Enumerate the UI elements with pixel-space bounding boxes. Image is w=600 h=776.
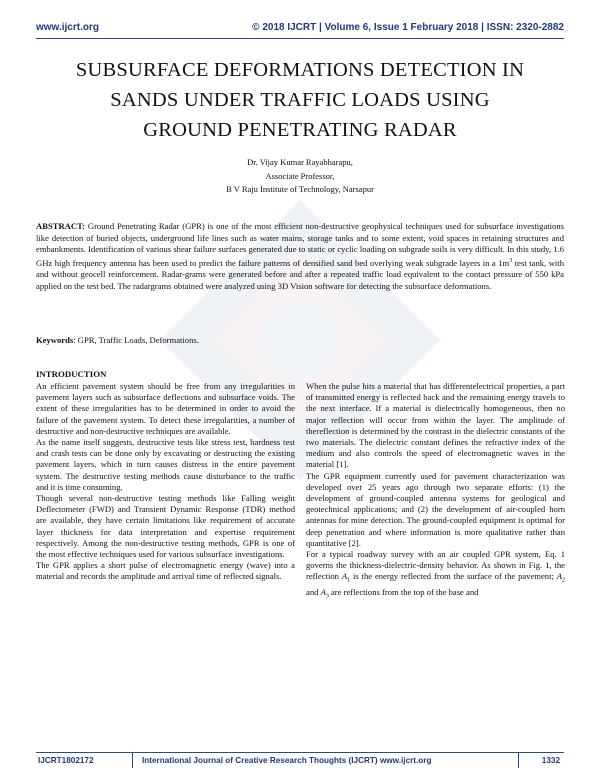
paragraph: An efficient pavement system should be free from any irregularities in pavement layers such as subsurface deflections and subsurface voids. The extent of these irregularities has to be determined in order to avoid the failure of the pavement system. To detect these irregularities, a number of destructive and non-destructive techniques are available. (36, 381, 295, 436)
abstract (36, 221, 564, 292)
keywords-text: : GPR, Traffic Loads, Deformations. (73, 335, 199, 345)
footer-divider (36, 752, 564, 753)
header-citation: © 2018 IJCRT | Volume 6, Issue 1 February 2018 | ISSN: 2320-2882 (252, 22, 564, 33)
abstract-text: Ground Penetrating Radar (GPR) is one of the most efficient non-destructive geophysical techniques used for subsurface investigations like detection of buried objects, underground life lines such as water mains, storage tanks and to some extent, void spaces in retaining structures and embankments. Identification of various shear failure surfaces generated due to static or cyclic loading on subgrade soils is very difficult. In this study, 1.6 GHz high frequency antenna has been used to predict the failure patterns of densified sand bed overlying weak subgrade layers in a 1m (36, 221, 564, 268)
author-name: Dr. Vijay Kumar Rayabharapu, (247, 157, 353, 167)
paragraph: The GPR equipment currently used for pavement characterization was developed over 25 years ago through two separate efforts: (1) the development of ground-coupled antenna systems for geological and geotechnical applications; and (2) the development of air-coupled horn antennas for mine detection. The ground-coupled equipment is optimal for deep penetration and where information is more qualitative rather than quantitative [2]. (306, 470, 565, 548)
paragraph: As the name itself suggests, destructive tests like stress test, hardness test and crash tests can be done only by excavating or destructing the existing pavement layers, which in turn causes distress in the entire pavement system. The destructive testing methods cause disturbance to the traffic and it is time consuming. (36, 437, 295, 492)
introduction-heading: INTRODUCTION (36, 369, 107, 379)
header-divider (36, 38, 564, 39)
paragraph: The GPR applies a short pulse of electromagnetic energy (wave) into a material and records the amplitude and arrival time of reflected signals. (36, 560, 295, 582)
footer-separator (518, 752, 519, 768)
author-position: Associate Professor, (265, 170, 335, 181)
footer-separator (132, 752, 133, 768)
footer-paper-id: IJCRT1802172 (38, 756, 94, 765)
footer-page-number: 1332 (541, 756, 560, 765)
left-column (36, 381, 295, 583)
title-line: SANDS UNDER TRAFFIC LOADS USING (110, 89, 490, 111)
footer-journal: International Journal of Creative Research Thoughts (IJCRT) www.ijcrt.org (142, 756, 432, 765)
title-line: SUBSURFACE DEFORMATIONS DETECTION IN (75, 59, 525, 81)
keywords-label: Keywords (36, 335, 74, 345)
right-column (306, 381, 565, 603)
footer-journal-link[interactable]: www.ijcrt.org (379, 756, 432, 765)
header-website: www.ijcrt.org (36, 22, 99, 33)
abstract-superscript: 3 (509, 257, 513, 264)
keywords (36, 335, 199, 345)
title-line: GROUND PENETRATING RADAR (143, 119, 457, 141)
abstract-label: ABSTRACT: (36, 221, 86, 231)
author-affiliation: B V Raju Institute of Technology, Narsapur (226, 184, 374, 194)
paragraph-equation-intro: For a typical roadway survey with an air coupled GPR system, Eq. 1 governs the thickness-dielectric-density behavior. As shown in Fig. 1, the reflection $A_1$ is the energy reflected from the surface of the pavement; $A_2$ and $A_3$ are reflections from the top of the base and (306, 549, 565, 601)
paragraph: When the pulse hits a material that has differentelectrical properties, a part of transmitted energy is reflected back and the remaining energy travels to the next interface. If a material is dielectrically homogeneous, then no major reflection will occur from within the layer. The amplitude of thereflection is determined by the contrast in the dielectric constants of the two materials. The dielectric constant defines the refractive index of the medium and also controls the speed of electromagnetic waves in the material [1]. (306, 381, 565, 470)
paragraph: Though several non-destructive testing methods like Falling weight Deflectometer (FWD) and Transient Dynamic Response (TDR) method are available, they have certain limitations like requirement of accurate layer thickness for data interpretation and expertise requirement respectively. Among the non-destructive testing methods, GPR is one of the most effective techniques used for various subsurface investigations. (36, 493, 295, 560)
paper-title (30, 55, 570, 145)
author-block (100, 156, 500, 197)
abstract-text-after: test tank, with and without geocell reinforcement. Radar-grams were generated before and after a repeated traffic load equivalent to the contact pressure of 550 kPa applied on the test bed. The radargrams obtained were analyzed using 3D Vision software for detecting the subsurface deformations. (36, 257, 564, 291)
